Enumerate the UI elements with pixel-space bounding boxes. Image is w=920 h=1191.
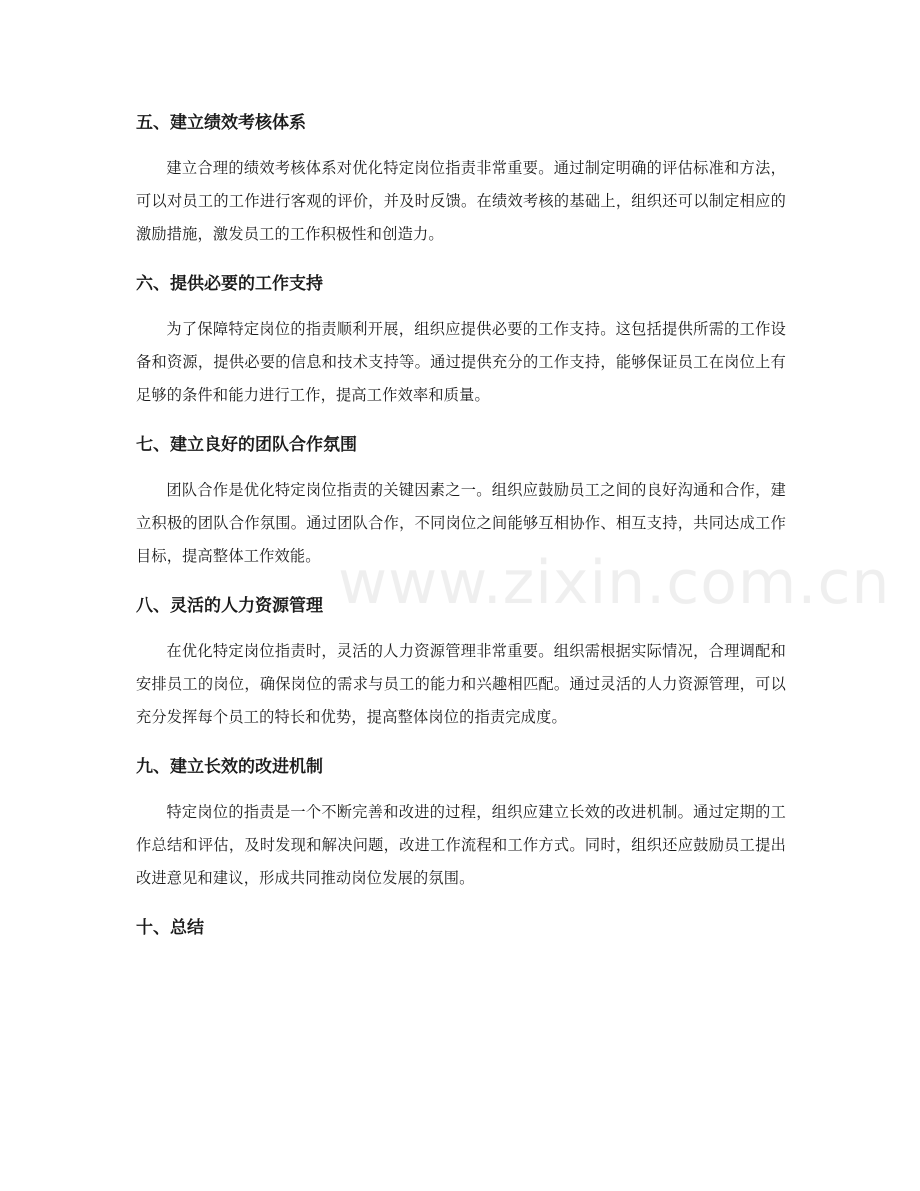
section-paragraph: 团队合作是优化特定岗位指责的关键因素之一。组织应鼓励员工之间的良好沟通和合作，建立积极的团队合作氛围。通过团队合作，不同岗位之间能够互相协作、相互支持，共同达成工作目标，提高整体工作效能。 [136, 481, 786, 565]
section-paragraph: 在优化特定岗位指责时，灵活的人力资源管理非常重要。组织需根据实际情况，合理调配和安排员工的岗位，确保岗位的需求与员工的能力和兴趣相匹配。通过灵活的人力资源管理，可以充分发挥每个员工的特长和优势，提高整体岗位的指责完成度。 [136, 642, 786, 726]
section-8 [136, 591, 786, 734]
section-heading: 六、提供必要的工作支持 [136, 274, 323, 294]
document-content [136, 108, 786, 943]
section-9 [136, 752, 786, 895]
section-heading: 九、建立长效的改进机制 [136, 757, 323, 777]
watermark-text: www.zixin.com.cn [338, 548, 891, 618]
section-heading: 七、建立良好的团队合作氛围 [136, 435, 357, 455]
section-10 [136, 913, 786, 943]
section-6 [136, 269, 786, 412]
section-heading: 五、建立绩效考核体系 [136, 113, 306, 133]
section-paragraph: 建立合理的绩效考核体系对优化特定岗位指责非常重要。通过制定明确的评估标准和方法，可以对员工的工作进行客观的评价，并及时反馈。在绩效考核的基础上，组织还可以制定相应的激励措施，激发员工的工作积极性和创造力。 [136, 159, 786, 243]
section-heading: 十、总结 [136, 918, 204, 938]
section-heading: 八、灵活的人力资源管理 [136, 596, 323, 616]
section-7 [136, 430, 786, 573]
section-5 [136, 108, 786, 251]
section-paragraph: 为了保障特定岗位的指责顺利开展，组织应提供必要的工作支持。这包括提供所需的工作设备和资源，提供必要的信息和技术支持等。通过提供充分的工作支持，能够保证员工在岗位上有足够的条件和能力进行工作，提高工作效率和质量。 [136, 320, 786, 404]
section-paragraph: 特定岗位的指责是一个不断完善和改进的过程，组织应建立长效的改进机制。通过定期的工作总结和评估，及时发现和解决问题，改进工作流程和工作方式。同时，组织还应鼓励员工提出改进意见和建议，形成共同推动岗位发展的氛围。 [136, 803, 786, 887]
